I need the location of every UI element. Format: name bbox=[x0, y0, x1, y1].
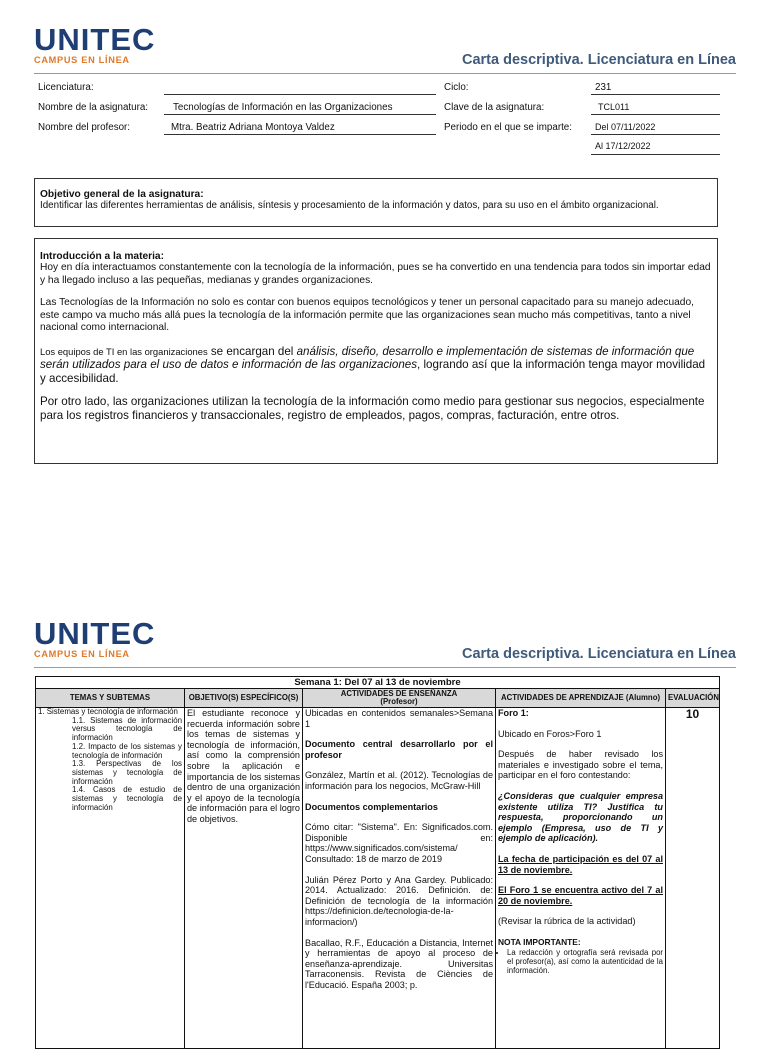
aprendizaje-nota: NOTA IMPORTANTE: bbox=[498, 936, 581, 947]
ensenanza-bacallao: Bacallao, R.F., Educación a Distancia, Internet y herramientas de apoyo al proceso de enseñanza-aprendizaje. Universitas Tarraconensis. Revista de Ciències de l'Educació. España 2003; p. bbox=[305, 937, 493, 990]
intro-paragraph-4: Por otro lado, las organizaciones utilizan la tecnología de la información como medio para gestionar sus negocios, especialmente para los registros financieros y transaccionales, registro de empleados, pagos, compras, facturación, entre otros. bbox=[40, 395, 705, 422]
ensenanza-julian: Julián Pérez Porto y Ana Gardey. Publicado: 2014. Actualizado: 2016. Definición. de: Definición de tecnología de la información https://definicion.de/tecnologia-de-la-informacion/) bbox=[305, 874, 493, 927]
temas-cell bbox=[36, 708, 185, 1049]
page-title-page2: Carta descriptiva. Licenciatura en Línea bbox=[462, 646, 736, 662]
unitec-logo bbox=[34, 22, 156, 65]
objetivo-text: Identificar las diferentes herramientas de análisis, síntesis y procesamiento de la información y datos, para su uso en el ámbito organizacional. bbox=[40, 200, 659, 211]
intro-box bbox=[34, 238, 718, 464]
clave-label: Clave de la asignatura: bbox=[444, 102, 545, 113]
table-row bbox=[36, 708, 720, 1049]
logo-subtitle: CAMPUS EN LÍNEA bbox=[34, 649, 130, 659]
profesor-label: Nombre del profesor: bbox=[38, 122, 131, 133]
logo-subtitle: CAMPUS EN LÍNEA bbox=[34, 55, 130, 65]
subtema-1-3: 1.3. Perspectivas de los sistemas y tecnología de información bbox=[72, 759, 182, 786]
ciclo-label: Ciclo: bbox=[444, 82, 469, 93]
licenciatura-label: Licenciatura: bbox=[38, 82, 94, 93]
intro-paragraph-1: Hoy en día interactuamos constantemente con la tecnología de la información, pues se ha convertido en una tendencia para todos sin importar edad y ha llegado incluso a las pequeñas, medianas y grandes organizaciones. bbox=[40, 262, 711, 286]
ensenanza-ubicadas: Ubicadas en contenidos semanales>Semana 1 bbox=[305, 708, 493, 729]
clave-value: TCL011 bbox=[598, 102, 630, 112]
subtema-1-4: 1.4. Casos de estudio de sistemas y tecnología de información bbox=[72, 785, 182, 812]
header-divider bbox=[34, 73, 736, 74]
aprendizaje-notes-list bbox=[498, 948, 663, 975]
week-title: Semana 1: Del 07 al 13 de noviembre bbox=[36, 677, 720, 689]
objetivo-heading: Objetivo general de la asignatura: bbox=[40, 189, 204, 200]
aprendizaje-rubrica: (Revisar la rúbrica de la actividad) bbox=[498, 916, 636, 927]
col-header-objetivo: OBJETIVO(S) ESPECÍFICO(S) bbox=[185, 689, 303, 708]
evaluacion-cell: 10 bbox=[666, 708, 720, 1049]
objetivo-cell: El estudiante reconoce y recuerda información sobre los temas de sistemas y tecnología de información, así como la comprensión sobre la aplicación e importancia de los sistemas dentro de una organización y el apoyo de la tecnología de información para el logro de objetivos. bbox=[185, 708, 303, 1049]
profesor-value: Mtra. Beatriz Adriana Montoya Valdez bbox=[171, 122, 335, 133]
asignatura-underline bbox=[164, 114, 436, 115]
schedule-table bbox=[35, 676, 720, 1049]
header-divider-page2 bbox=[34, 667, 736, 668]
col-header-aprendizaje: ACTIVIDADES DE APRENDIZAJE (Alumno) bbox=[496, 689, 666, 708]
ensenanza-doc-complementarios: Documentos complementarios bbox=[305, 801, 438, 812]
periodo-start-underline bbox=[591, 134, 720, 135]
asignatura-label: Nombre de la asignatura: bbox=[38, 102, 149, 113]
licenciatura-underline bbox=[164, 94, 436, 95]
col-header-evaluacion: EVALUACIÓN bbox=[666, 689, 720, 708]
ciclo-underline bbox=[591, 94, 720, 95]
intro-paragraph-3: Los equipos de TI en las organizaciones se encargan del análisis, diseño, desarrollo e implementación de sistemas de información que serán utilizados para el uso de datos e información de las organizaciones, logrando así que la información tenga mayor movilidad y accesibilidad. bbox=[40, 344, 706, 385]
ciclo-value: 231 bbox=[595, 82, 612, 93]
clave-underline bbox=[591, 114, 720, 115]
ensenanza-como-citar: Cómo citar: "Sistema". En: Significados.com. Disponible en: https://www.significados.com/sistema/ Consultado: 18 de marzo de 2019 bbox=[305, 822, 493, 864]
asignatura-value: Tecnologías de Información en las Organizaciones bbox=[173, 102, 393, 113]
periodo-end: Al 17/12/2022 bbox=[595, 141, 651, 151]
col-header-temas: TEMAS Y SUBTEMAS bbox=[36, 689, 185, 708]
info-row-asignatura bbox=[38, 98, 720, 118]
col-header-ensenanza: ACTIVIDADES DE ENSEÑANZA (Profesor) bbox=[303, 689, 496, 708]
aprendizaje-ubicado: Ubicado en Foros>Foro 1 bbox=[498, 728, 602, 739]
periodo-start: Del 07/11/2022 bbox=[595, 122, 656, 132]
ensenanza-doc-central: Documento central desarrollarlo por el profesor bbox=[305, 739, 493, 760]
objetivo-box bbox=[34, 178, 718, 227]
info-row-profesor bbox=[38, 118, 720, 138]
profesor-underline bbox=[164, 134, 436, 135]
info-row-licenciatura bbox=[38, 78, 720, 98]
periodo-label: Periodo en el que se imparte: bbox=[444, 122, 572, 133]
info-row-periodo-end bbox=[38, 137, 720, 157]
subtema-1-1: 1.1. Sistemas de información versus tecnología de información bbox=[72, 715, 182, 743]
aprendizaje-cell bbox=[496, 708, 666, 1049]
tema-1: 1. Sistemas y tecnología de información bbox=[38, 707, 178, 716]
list-item: • La redacción y ortografía será revisada por el profesor(a), así como la autenticidad de la información. bbox=[507, 948, 663, 975]
page-title: Carta descriptiva. Licenciatura en Línea bbox=[462, 52, 736, 68]
logo-wordmark: UNITEC bbox=[34, 616, 156, 651]
logo-wordmark: UNITEC bbox=[34, 22, 156, 57]
unitec-logo-page2 bbox=[34, 616, 156, 659]
subtema-1-2: 1.2. Impacto de los sistemas y tecnología de información bbox=[72, 741, 182, 760]
aprendizaje-pregunta: ¿Consideras que cualquier empresa existente utiliza TI? Justifica tu respuesta, proporcionando un ejemplo (Empresa, uso de TI y ejemplo de aplicación). bbox=[498, 790, 663, 844]
aprendizaje-despues: Después de haber revisado los materiales e investigado sobre el tema, participar en el foro contestando: bbox=[498, 749, 663, 781]
aprendizaje-activo: El Foro 1 se encuentra activo del 7 al 20 de noviembre. bbox=[498, 885, 663, 906]
ensenanza-gonzalez: González, Martín et al. (2012). Tecnologías de información para los negocios, McGraw-Hill bbox=[305, 770, 493, 791]
aprendizaje-fecha: La fecha de participación es del 07 al 13 de noviembre. bbox=[498, 853, 663, 875]
intro-heading: Introducción a la materia: bbox=[40, 251, 164, 262]
ensenanza-cell bbox=[303, 708, 496, 1049]
intro-paragraph-2: Las Tecnologías de la Información no solo es contar con buenos equipos tecnológicos y tener un personal capacitado para su manejo adecuado, este campo va mucho más allá pues la tecnología de la información permite que las organizaciones sean mucho más competitivas, tanto a nivel nacional como internacional. bbox=[40, 297, 694, 334]
aprendizaje-foro: Foro 1: bbox=[498, 708, 529, 718]
periodo-end-underline bbox=[591, 154, 720, 155]
